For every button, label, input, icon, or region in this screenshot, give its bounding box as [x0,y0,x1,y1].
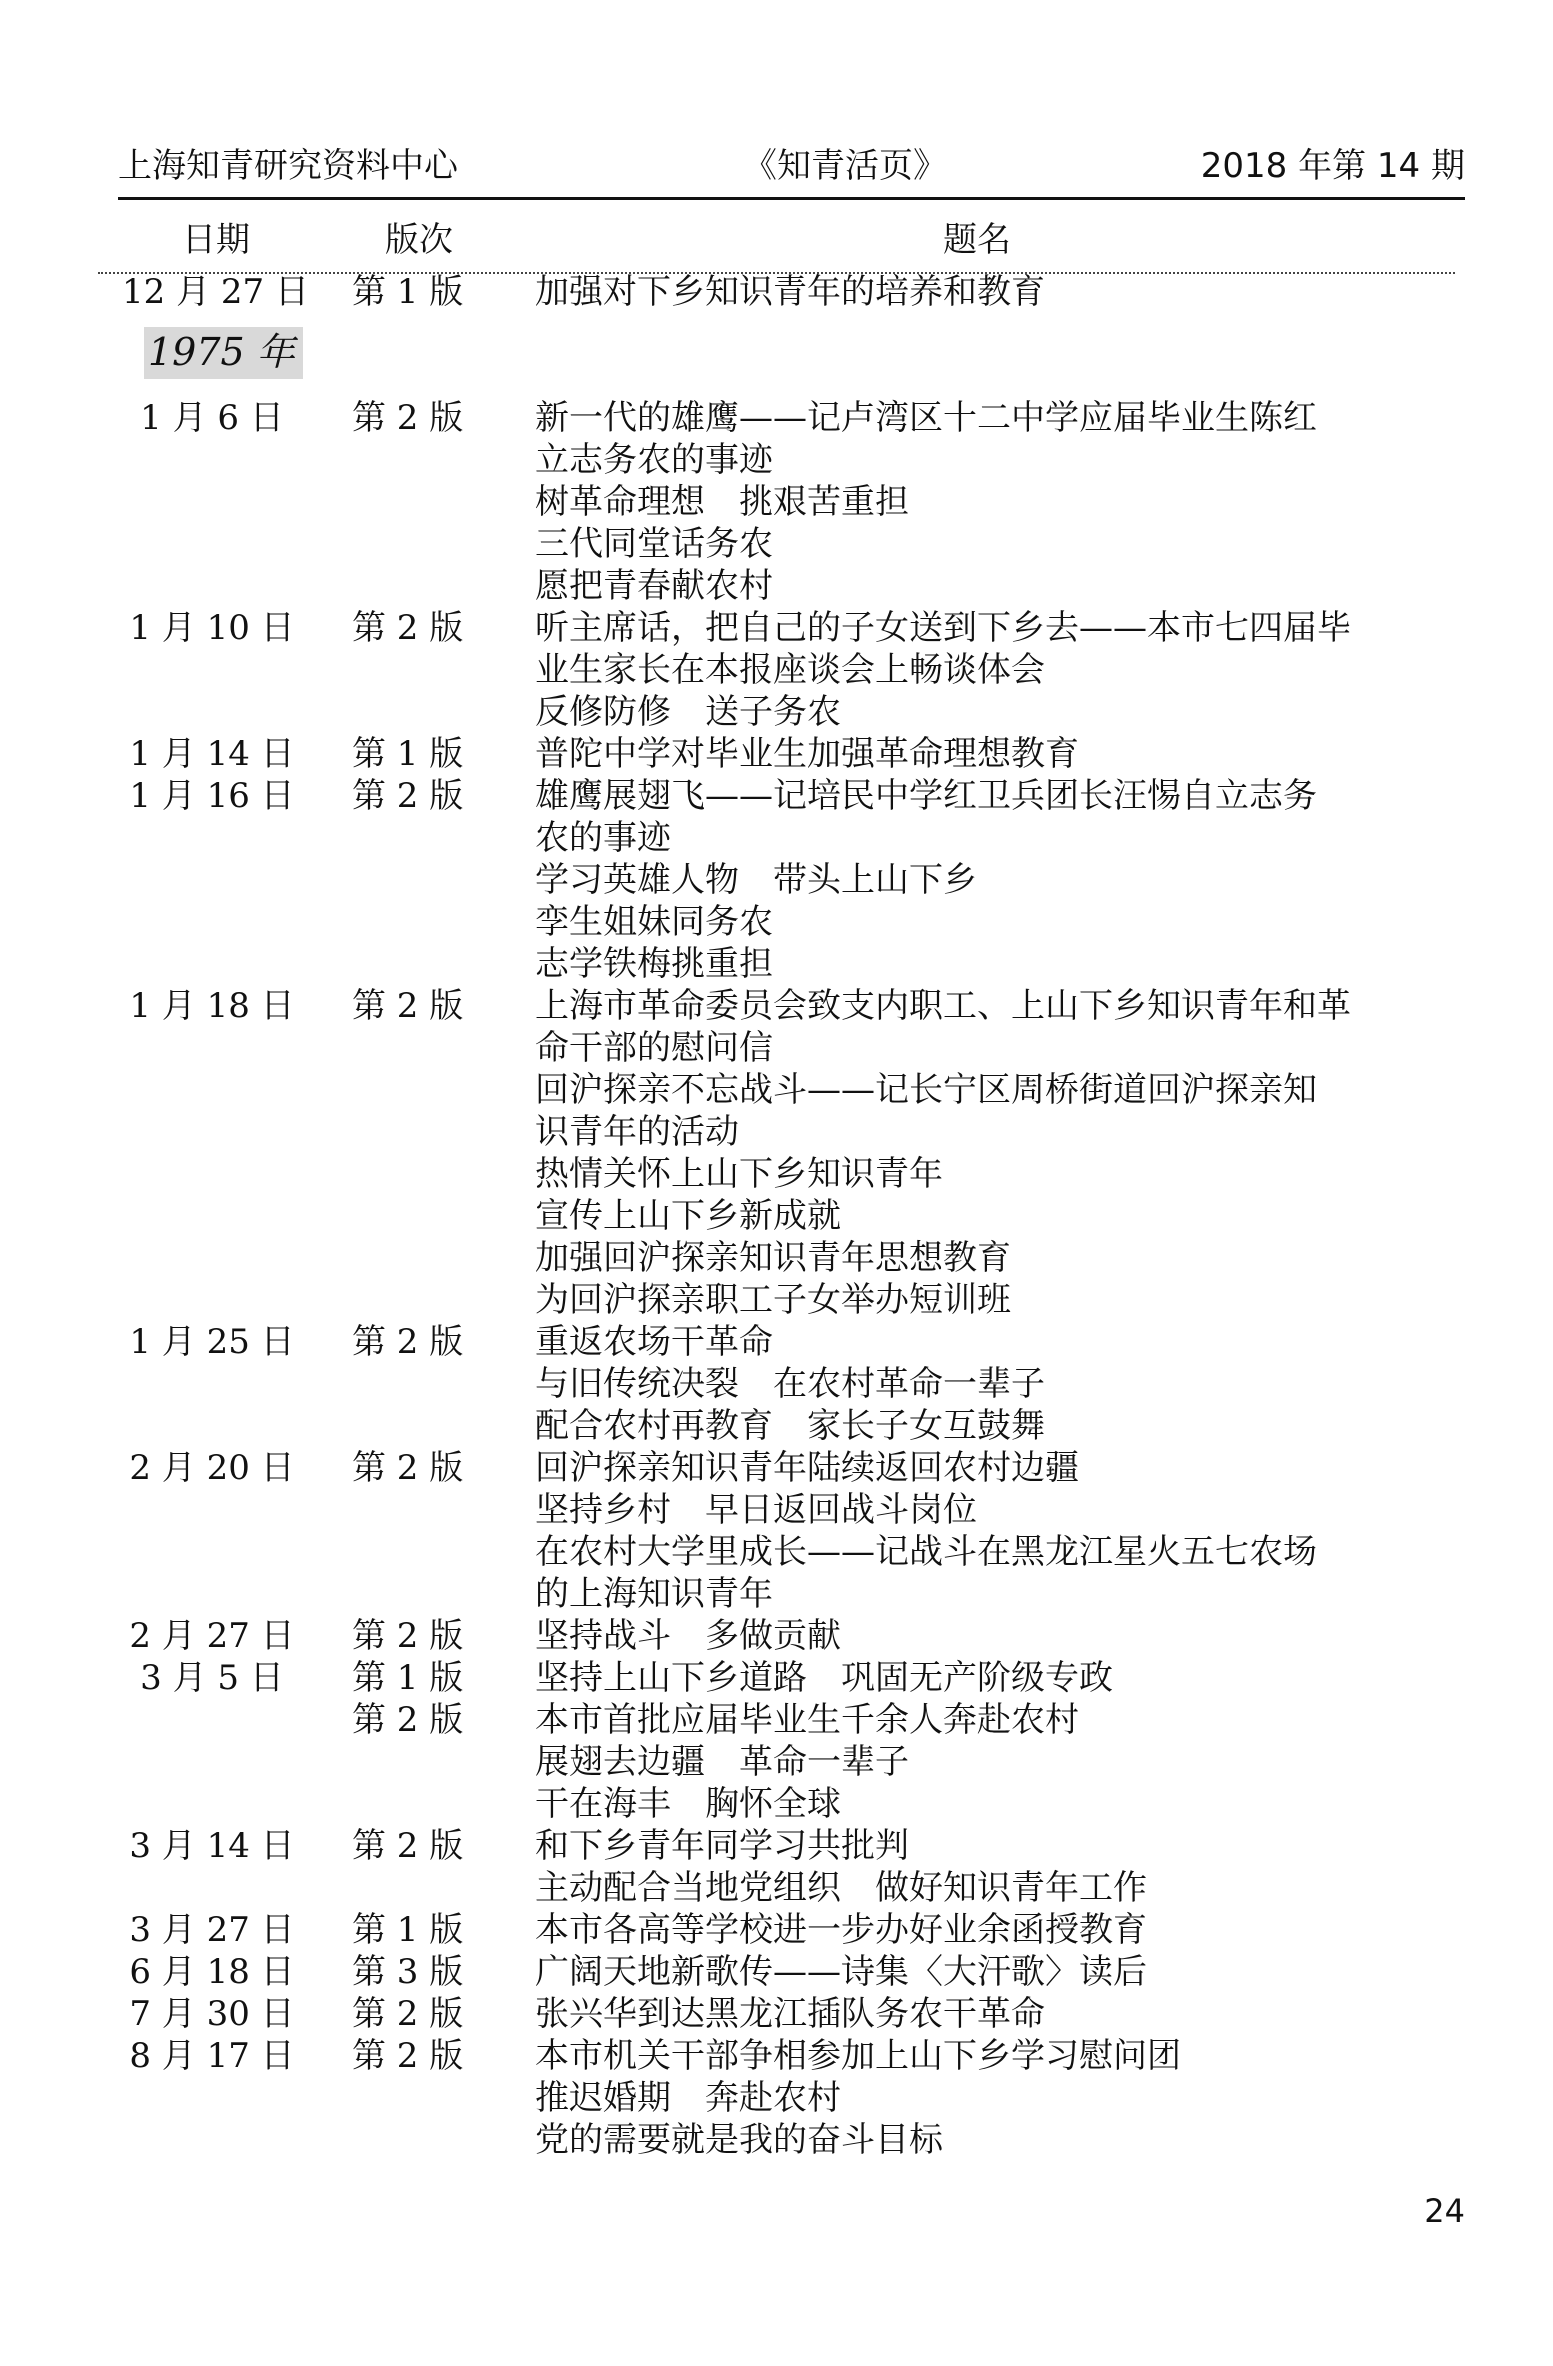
row-titles [535,271,1435,313]
row-date: 8 月 17 日 [129,2036,295,2076]
row-titles [535,1909,1435,1951]
row-titles [535,1825,1435,1909]
title-line: 坚持上山下乡道路 巩固无产阶级专政 [535,1658,1113,1698]
index-row [0,1447,1553,1615]
index-row [0,2035,1553,2161]
title-line: 雄鹰展翅飞——记培民中学红卫兵团长汪惕自立志务 [535,776,1317,816]
row-titles [535,1993,1435,2035]
row-edition: 第 2 版 [352,1616,464,1656]
header-publisher: 上海知青研究资料中心 [118,146,458,186]
title-line: 命干部的慰问信 [535,1028,773,1068]
index-row [0,1951,1553,1993]
index-row [0,1699,1553,1825]
title-line: 本市首批应届毕业生千余人奔赴农村 [535,1700,1079,1740]
row-titles [535,733,1435,775]
index-row [0,775,1553,985]
row-date: 1 月 25 日 [129,1322,295,1362]
row-date: 1 月 18 日 [129,986,295,1026]
index-row [0,1993,1553,2035]
row-edition: 第 3 版 [352,1952,464,1992]
title-line: 热情关怀上山下乡知识青年 [535,1154,943,1194]
title-line: 为回沪探亲职工子女举办短训班 [535,1280,1011,1320]
row-titles [535,1951,1435,1993]
title-line: 展翅去边疆 革命一辈子 [535,1742,909,1782]
title-line: 新一代的雄鹰——记卢湾区十二中学应届毕业生陈红 [535,398,1317,438]
row-edition: 第 2 版 [352,608,464,648]
index-row [0,1657,1553,1699]
row-date: 2 月 27 日 [129,1616,295,1656]
row-titles [535,397,1435,607]
row-edition: 第 2 版 [352,2036,464,2076]
row-date: 1 月 16 日 [129,776,295,816]
index-row [0,1321,1553,1447]
title-line: 三代同堂话务农 [535,524,773,564]
article-index-list [0,271,1553,2161]
row-edition: 第 2 版 [352,398,464,438]
row-titles [535,1447,1435,1615]
row-edition: 第 1 版 [352,272,464,312]
title-line: 配合农村再教育 家长子女互鼓舞 [535,1406,1045,1446]
index-row [0,1615,1553,1657]
running-header [118,130,1465,190]
row-titles [535,985,1435,1321]
header-issue: 2018 年第 14 期 [1200,146,1465,186]
title-line: 孪生姐妹同务农 [535,902,773,942]
title-line: 的上海知识青年 [535,1574,773,1614]
title-line: 党的需要就是我的奋斗目标 [535,2120,943,2160]
year-heading [0,313,1553,397]
column-header-title: 题名 [943,220,1011,260]
title-line: 干在海丰 胸怀全球 [535,1784,841,1824]
index-row [0,397,1553,607]
index-row [0,733,1553,775]
title-line: 坚持乡村 早日返回战斗岗位 [535,1490,977,1530]
title-line: 本市各高等学校进一步办好业余函授教育 [535,1910,1147,1950]
title-line: 加强回沪探亲知识青年思想教育 [535,1238,1011,1278]
title-line: 回沪探亲不忘战斗——记长宁区周桥街道回沪探亲知 [535,1070,1317,1110]
row-titles [535,1699,1435,1825]
index-row [0,271,1553,313]
header-rule [118,197,1465,200]
title-line: 张兴华到达黑龙江插队务农干革命 [535,1994,1045,2034]
index-row [0,985,1553,1321]
row-edition: 第 2 版 [352,1322,464,1362]
title-line: 与旧传统决裂 在农村革命一辈子 [535,1364,1045,1404]
column-header-row [0,212,1553,262]
row-titles [535,775,1435,985]
row-date: 7 月 30 日 [129,1994,295,2034]
row-date: 1 月 10 日 [129,608,295,648]
row-date: 2 月 20 日 [129,1448,295,1488]
title-line: 志学铁梅挑重担 [535,944,773,984]
header-publication: 《知青活页》 [743,146,947,186]
title-line: 重返农场干革命 [535,1322,773,1362]
title-line: 普陀中学对毕业生加强革命理想教育 [535,734,1079,774]
column-header-edition: 版次 [385,220,453,260]
title-line: 识青年的活动 [535,1112,739,1152]
title-line: 广阔天地新歌传——诗集〈大汗歌〉读后 [535,1952,1147,1992]
row-date: 1 月 6 日 [140,398,284,438]
index-row [0,607,1553,733]
row-date: 3 月 14 日 [129,1826,295,1866]
row-edition: 第 2 版 [352,1700,464,1740]
title-line: 推迟婚期 奔赴农村 [535,2078,841,2118]
title-line: 农的事迹 [535,818,671,858]
title-line: 立志务农的事迹 [535,440,773,480]
row-date: 1 月 14 日 [129,734,295,774]
title-line: 本市机关干部争相参加上山下乡学习慰问团 [535,2036,1181,2076]
year-label: 1975 年 [144,327,303,379]
row-titles [535,607,1435,733]
row-titles [535,1615,1435,1657]
title-line: 反修防修 送子务农 [535,692,841,732]
row-titles [535,1321,1435,1447]
title-line: 宣传上山下乡新成就 [535,1196,841,1236]
title-line: 回沪探亲知识青年陆续返回农村边疆 [535,1448,1079,1488]
title-line: 加强对下乡知识青年的培养和教育 [535,272,1045,312]
title-line: 业生家长在本报座谈会上畅谈体会 [535,650,1045,690]
row-edition: 第 2 版 [352,986,464,1026]
title-line: 在农村大学里成长——记战斗在黑龙江星火五七农场 [535,1532,1317,1572]
title-line: 上海市革命委员会致支内职工、上山下乡知识青年和革 [535,986,1351,1026]
title-line: 和下乡青年同学习共批判 [535,1826,909,1866]
row-edition: 第 2 版 [352,1826,464,1866]
row-titles [535,2035,1435,2161]
index-row [0,1825,1553,1909]
title-line: 坚持战斗 多做贡献 [535,1616,841,1656]
row-date: 3 月 5 日 [140,1658,284,1698]
row-date: 12 月 27 日 [122,272,309,312]
index-row [0,1909,1553,1951]
column-header-date: 日期 [182,220,250,260]
title-line: 树革命理想 挑艰苦重担 [535,482,909,522]
row-edition: 第 2 版 [352,776,464,816]
row-edition: 第 1 版 [352,1658,464,1698]
title-line: 愿把青春献农村 [535,566,773,606]
page-number: 24 [1424,2192,1465,2230]
row-edition: 第 2 版 [352,1448,464,1488]
title-line: 听主席话，把自己的子女送到下乡去——本市七四届毕 [535,608,1351,648]
title-line: 学习英雄人物 带头上山下乡 [535,860,977,900]
title-line: 主动配合当地党组织 做好知识青年工作 [535,1868,1147,1908]
row-edition: 第 2 版 [352,1994,464,2034]
row-titles [535,1657,1435,1699]
row-date: 6 月 18 日 [129,1952,295,1992]
row-edition: 第 1 版 [352,734,464,774]
row-edition: 第 1 版 [352,1910,464,1950]
row-date: 3 月 27 日 [129,1910,295,1950]
